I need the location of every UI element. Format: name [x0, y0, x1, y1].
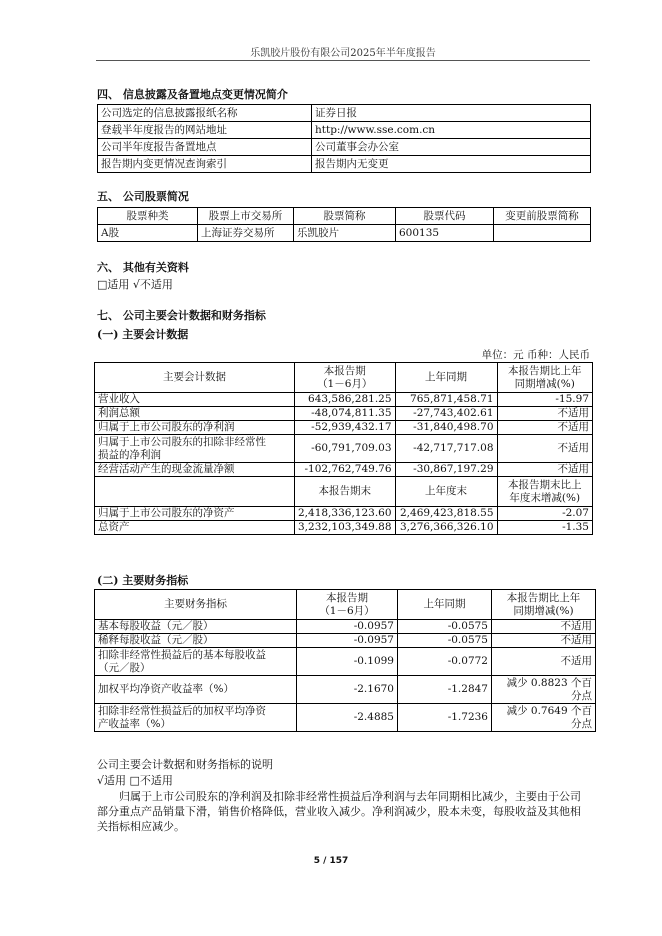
- cell: 不适用: [492, 648, 596, 676]
- cell: 减少 0.8823 个百 分点: [492, 676, 596, 704]
- header-cell: 股票代码: [396, 208, 494, 225]
- stock-table: [97, 207, 591, 242]
- cell: -42,717,717.08: [395, 435, 497, 463]
- table-row: [98, 122, 591, 139]
- note-title: 公司主要会计数据和财务指标的说明: [97, 758, 273, 771]
- cell: 减少 0.7649 个百 分点: [492, 704, 596, 732]
- cell: 扣除非经常性损益后的基本每股收益 （元／股）: [95, 648, 297, 676]
- cell: 600135: [396, 225, 494, 242]
- cell: -0.0575: [398, 620, 492, 634]
- cell: 登载半年度报告的网站地址: [98, 122, 312, 139]
- cell: 3,276,366,326.10: [395, 521, 497, 535]
- table-row: [95, 435, 593, 463]
- table-row: [95, 407, 593, 421]
- cell: -30,867,197.29: [395, 463, 497, 477]
- subsection2-title: (二) 主要财务指标: [97, 574, 189, 587]
- header-cell: 本报告期末比上 年度末增减(%): [497, 477, 592, 507]
- cell: -2.07: [497, 507, 592, 521]
- cell: A股: [98, 225, 198, 242]
- cell: 经营活动产生的现金流量净额: [95, 463, 295, 477]
- section6-title: 六、 其他有关资料: [97, 261, 189, 274]
- table-row: [98, 105, 591, 122]
- cell: 扣除非经常性损益后的加权平均净资 产收益率（%）: [95, 704, 297, 732]
- cell: -0.1099: [297, 648, 398, 676]
- cell: 公司董事会办公室: [312, 139, 591, 156]
- cell: -102,762,749.76: [295, 463, 396, 477]
- table-row: [95, 463, 593, 477]
- cell: 利润总额: [95, 407, 295, 421]
- table-row: [98, 225, 591, 242]
- cell: 上海证券交易所: [198, 225, 294, 242]
- header-cell: 本报告期 （1－6月）: [295, 363, 396, 393]
- cell: 归属于上市公司股东的扣除非经常性 损益的净利润: [95, 435, 295, 463]
- stock-table-header: [98, 208, 591, 225]
- cell: -48,074,811.35: [295, 407, 396, 421]
- table-row: [98, 139, 591, 156]
- table-row: [95, 521, 593, 535]
- header-cell: 股票上市交易所: [198, 208, 294, 225]
- header-cell: 上年度末: [395, 477, 497, 507]
- section7-title: 七、 公司主要会计数据和财务指标: [97, 309, 266, 322]
- cell: 公司选定的信息披露报纸名称: [98, 105, 312, 122]
- cell: -31,840,498.70: [395, 421, 497, 435]
- table-row: [95, 393, 593, 407]
- cell: 加权平均净资产收益率（%）: [95, 676, 297, 704]
- cell: 不适用: [497, 421, 592, 435]
- header-cell: 变更前股票简称: [494, 208, 591, 225]
- cell: -52,939,432.17: [295, 421, 396, 435]
- table-row: [95, 421, 593, 435]
- cell: 643,586,281.25: [295, 393, 396, 407]
- table-row: [98, 156, 591, 173]
- header-cell: 主要财务指标: [95, 590, 297, 620]
- section5-title: 五、 公司股票简况: [97, 190, 189, 203]
- table-row: [95, 704, 596, 732]
- cell: 公司半年度报告备置地点: [98, 139, 312, 156]
- cell: 证券日报: [312, 105, 591, 122]
- cell: 总资产: [95, 521, 295, 535]
- cell: 营业收入: [95, 393, 295, 407]
- header-cell: 上年同期: [398, 590, 492, 620]
- cell: -0.0772: [398, 648, 492, 676]
- header-cell: 本报告期比上年 同期增减(%): [492, 590, 596, 620]
- table-header: [95, 590, 596, 620]
- cell: 乐凯胶片: [294, 225, 396, 242]
- table-header: [95, 363, 593, 393]
- cell: -0.0957: [297, 634, 398, 648]
- cell: 3,232,103,349.88: [295, 521, 396, 535]
- page-number: 5 / 157: [313, 856, 349, 866]
- header-cell: 本报告期 （1－6月）: [297, 590, 398, 620]
- cell: -0.0575: [398, 634, 492, 648]
- unit-label: 单位：元 币种：人民币: [481, 349, 590, 361]
- header-cell: 本报告期比上年 同期增减(%): [497, 363, 592, 393]
- page-header: 乐凯胶片股份有限公司2025年半年度报告: [250, 48, 436, 59]
- cell: -2.4885: [297, 704, 398, 732]
- cell: 归属于上市公司股东的净利润: [95, 421, 295, 435]
- cell: -0.0957: [297, 620, 398, 634]
- header-cell: 本报告期末: [295, 477, 396, 507]
- cell: -60,791,709.03: [295, 435, 396, 463]
- table-row: [95, 507, 593, 521]
- cell: http://www.sse.com.cn: [312, 122, 591, 139]
- header-cell: 股票种类: [98, 208, 198, 225]
- subsection1-title: (一) 主要会计数据: [97, 328, 189, 341]
- header-cell: 主要会计数据: [95, 363, 295, 393]
- table-row: [95, 648, 596, 676]
- cell: 基本每股收益（元／股）: [95, 620, 297, 634]
- cell: 不适用: [492, 634, 596, 648]
- disclosure-table: [97, 104, 591, 173]
- cell: 不适用: [492, 620, 596, 634]
- cell: 不适用: [497, 435, 592, 463]
- cell: [494, 225, 591, 242]
- table-row: [95, 620, 596, 634]
- header-divider: [96, 60, 590, 61]
- cell: -1.2847: [398, 676, 492, 704]
- cell: 不适用: [497, 463, 592, 477]
- accounting-data-table: [94, 362, 593, 535]
- cell: 报告期内变更情况查询索引: [98, 156, 312, 173]
- cell: -1.7236: [398, 704, 492, 732]
- table-row: [95, 676, 596, 704]
- financial-indicators-table: [94, 589, 596, 732]
- cell: 稀释每股收益（元／股）: [95, 634, 297, 648]
- header-cell: 上年同期: [395, 363, 497, 393]
- section6-options: □适用 √不适用: [97, 278, 173, 291]
- cell: -2.1670: [297, 676, 398, 704]
- header-cell: [95, 477, 295, 507]
- cell: 2,418,336,123.60: [295, 507, 396, 521]
- cell: 报告期内无变更: [312, 156, 591, 173]
- note-body: 归属于上市公司股东的净利润及扣除非经常性损益后净利润与去年同期相比减少，主要由于公司部分重点产品销量下滑，销售价格降低，营业收入减少。净利润减少，股本未变，每股收益及其他相关指标相应减少。: [97, 790, 581, 833]
- table-header: [95, 477, 593, 507]
- cell: 2,469,423,818.55: [395, 507, 497, 521]
- note-options: √适用 □不适用: [97, 774, 173, 787]
- table-row: [95, 634, 596, 648]
- cell: 765,871,458.71: [395, 393, 497, 407]
- cell: -27,743,402.61: [395, 407, 497, 421]
- cell: 不适用: [497, 407, 592, 421]
- section4-title: 四、 信息披露及备置地点变更情况简介: [97, 88, 288, 101]
- cell: -1.35: [497, 521, 592, 535]
- cell: 归属于上市公司股东的净资产: [95, 507, 295, 521]
- header-cell: 股票简称: [294, 208, 396, 225]
- cell: -15.97: [497, 393, 592, 407]
